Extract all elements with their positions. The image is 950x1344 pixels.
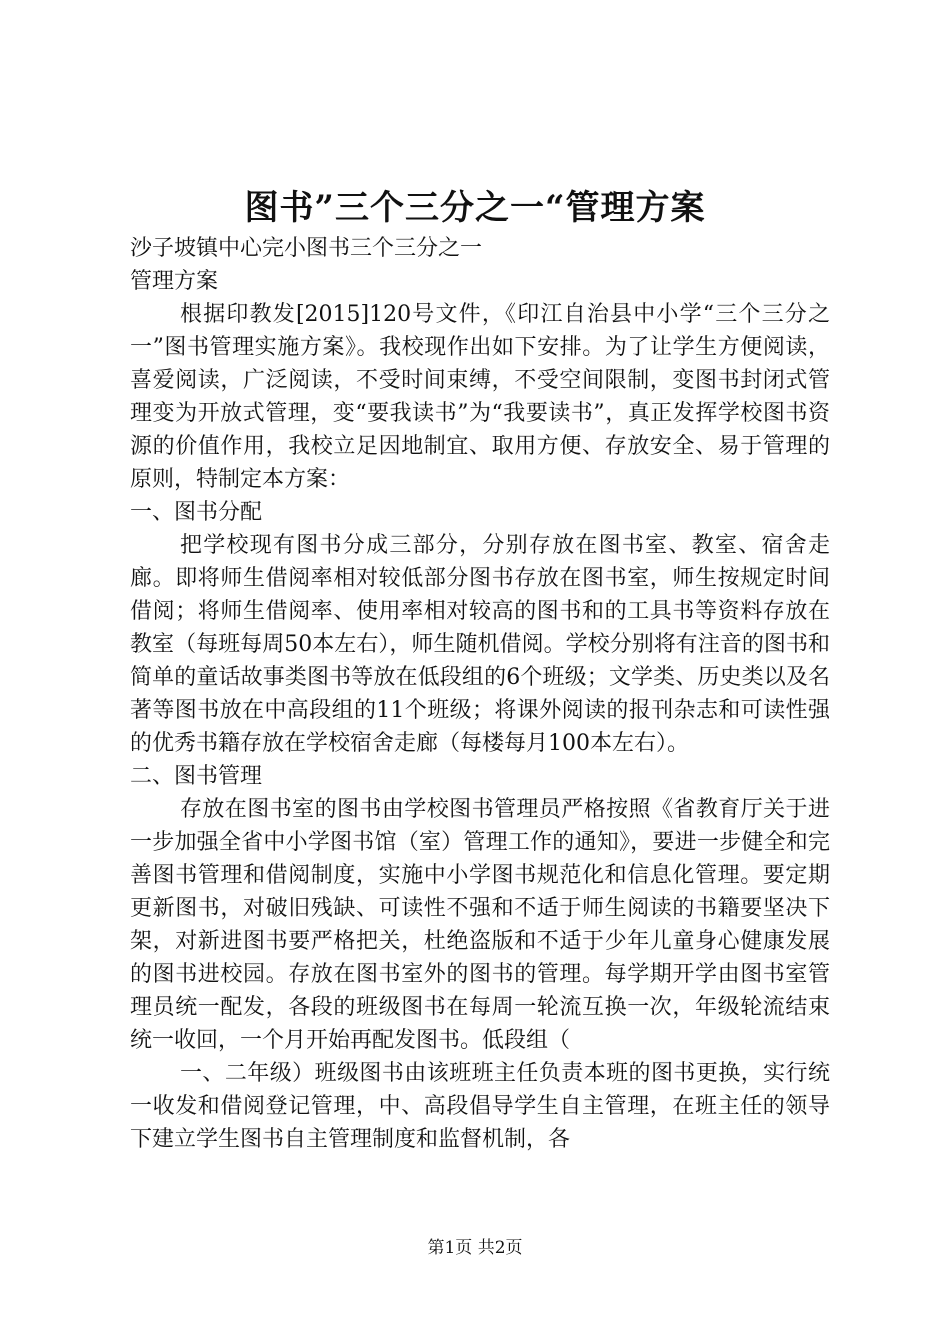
section-paragraph-management: 存放在图书室的图书由学校图书管理员严格按照《省教育厅关于进一步加强全省中小学图书馆（室）管理工作的通知》，要进一步健全和完善图书管理和借阅制度，实施中小学图书规范化和信息化管理。要定期更新图书，对破旧残缺、可读性不强和不适于师生阅读的书籍要坚决下架，对新进图书要严格把关，杜绝盗版和不适于少年儿童身心健康发展的图书进校园。存放在图书室外的图书的管理。每学期开学由图书室管理员统一配发，各段的班级图书在每周一轮流互换一次，年级轮流结束统一收回，一个月开始再配发图书。低段组（ <box>130 797 830 1053</box>
document-body <box>130 232 830 1156</box>
section-paragraph-distribution: 把学校现有图书分成三部分，分别存放在图书室、教室、宿舍走廊。即将师生借阅率相对较低部分图书存放在图书室，师生按规定时间借阅；将师生借阅率、使用率相对较高的图书和的工具书等资料存放在教室（每班每周50本左右），师生随机借阅。学校分别将有注音的图书和简单的童话故事类图书等放在低段组的6个班级；文学类、历史类以及名著等图书放在中高段组的11个班级；将课外阅读的报刊杂志和可读性强的优秀书籍存放在学校宿舍走廊（每楼每月100本左右）。 <box>130 533 830 756</box>
section-paragraph-continued: 一、二年级）班级图书由该班班主任负责本班的图书更换，实行统一收发和借阅登记管理，中、高段倡导学生自主管理，在班主任的领导下建立学生图书自主管理制度和监督机制，各 <box>130 1061 830 1152</box>
section-heading-management: 二、图书管理 <box>130 764 263 789</box>
page-footer: 第1页 共2页 <box>427 1238 523 1258</box>
intro-paragraph: 根据印教发[2015]120号文件，《印江自治县中小学“三个三分之一”图书管理实施方案》。我校现作出如下安排。为了让学生方便阅读，喜爱阅读，广泛阅读，不受时间束缚，不受空间限制，变图书封闭式管理变为开放式管理，变“要我读书”为“我要读书”，真正发挥学校图书资源的价值作用，我校立足因地制宜、取用方便、存放安全、易于管理的原则，特制定本方案： <box>130 302 830 492</box>
subtitle-line-1: 沙子坡镇中心完小图书三个三分之一 <box>130 236 483 261</box>
subtitle-line-2: 管理方案 <box>130 269 219 294</box>
document-title: 图书”三个三分之一“管理方案 <box>244 188 706 228</box>
section-heading-distribution: 一、图书分配 <box>130 500 263 525</box>
